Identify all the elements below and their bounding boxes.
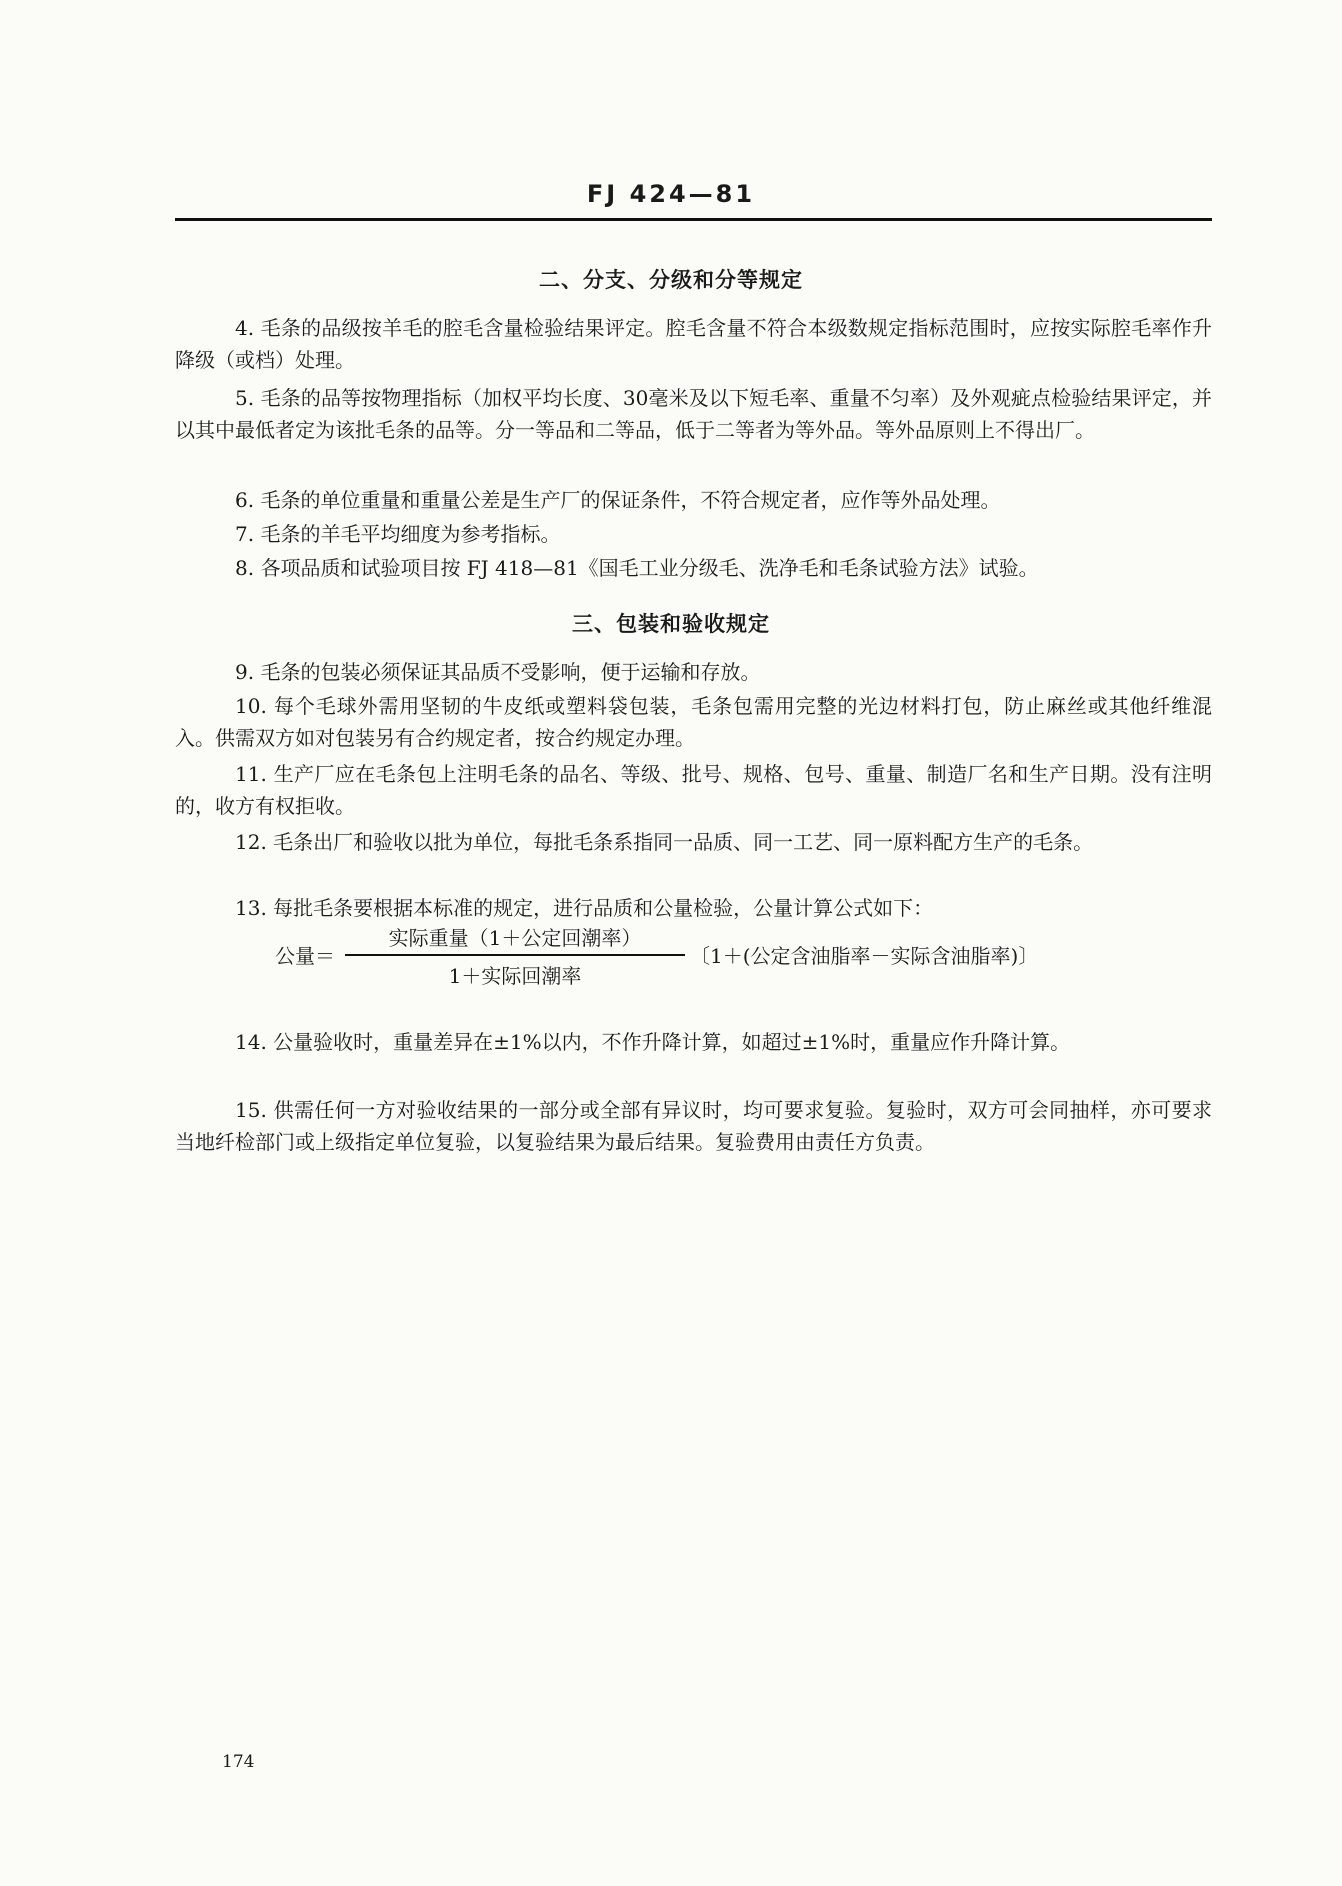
paragraph-11: 11. 生产厂应在毛条包上注明毛条的品名、等级、批号、规格、包号、重量、制造厂名和生产日期。没有注明的，收方有权拒收。 [175, 762, 1212, 818]
formula-lhs: 公量＝ [275, 944, 335, 968]
section-title-packaging: 三、包装和验收规定 [572, 612, 770, 636]
paragraph-7: 7. 毛条的羊毛平均细度为参考指标。 [235, 522, 561, 546]
paragraph-9: 9. 毛条的包装必须保证其品质不受影响，便于运输和存放。 [235, 660, 761, 684]
paragraph-8: 8. 各项品质和试验项目按 FJ 418—81《国毛工业分级毛、洗净毛和毛条试验方法》试验。 [235, 556, 1039, 580]
standard-code: FJ 424—81 [586, 180, 756, 208]
formula-numerator: 实际重量（1＋公定回潮率） [388, 926, 642, 950]
paragraph-5: 5. 毛条的品等按物理指标（加权平均长度、30毫米及以下短毛率、重量不匀率）及外观疵点检验结果评定，并以其中最低者定为该批毛条的品等。分一等品和二等品，低于二等者为等外品。等外品原则上不得出厂。 [175, 386, 1212, 442]
formula-fraction-bar [345, 954, 685, 956]
paragraph-13: 13. 每批毛条要根据本标准的规定，进行品质和公量检验，公量计算公式如下： [235, 896, 934, 920]
paragraph-10: 10. 每个毛球外需用坚韧的牛皮纸或塑料袋包装，毛条包需用完整的光边材料打包，防止麻丝或其他纤维混入。供需双方如对包装另有合约规定者，按合约规定办理。 [175, 694, 1212, 750]
section-title-grading: 二、分支、分级和分等规定 [539, 268, 803, 292]
paragraph-6: 6. 毛条的单位重量和重量公差是生产厂的保证条件，不符合规定者，应作等外品处理。 [235, 488, 1001, 512]
page-number: 174 [222, 1752, 255, 1772]
paragraph-14: 14. 公量验收时，重量差异在±1%以内，不作升降计算，如超过±1%时，重量应作升降计算。 [235, 1030, 1071, 1054]
header-rule [175, 218, 1212, 221]
paragraph-4: 4. 毛条的品级按羊毛的腔毛含量检验结果评定。腔毛含量不符合本级数规定指标范围时，应按实际腔毛率作升降级（或档）处理。 [175, 316, 1212, 372]
formula-bracket-term: 〔1＋(公定含油脂率－实际含油脂率)〕 [690, 944, 1039, 968]
paragraph-15: 15. 供需任何一方对验收结果的一部分或全部有异议时，均可要求复验。复验时，双方可会同抽样，亦可要求当地纤检部门或上级指定单位复验，以复验结果为最后结果。复验费用由责任方负责。 [175, 1098, 1212, 1154]
paragraph-12: 12. 毛条出厂和验收以批为单位，每批毛条系指同一品质、同一工艺、同一原料配方生产的毛条。 [235, 830, 1094, 854]
formula-denominator: 1＋实际回潮率 [448, 964, 582, 988]
weight-formula [275, 918, 1175, 988]
